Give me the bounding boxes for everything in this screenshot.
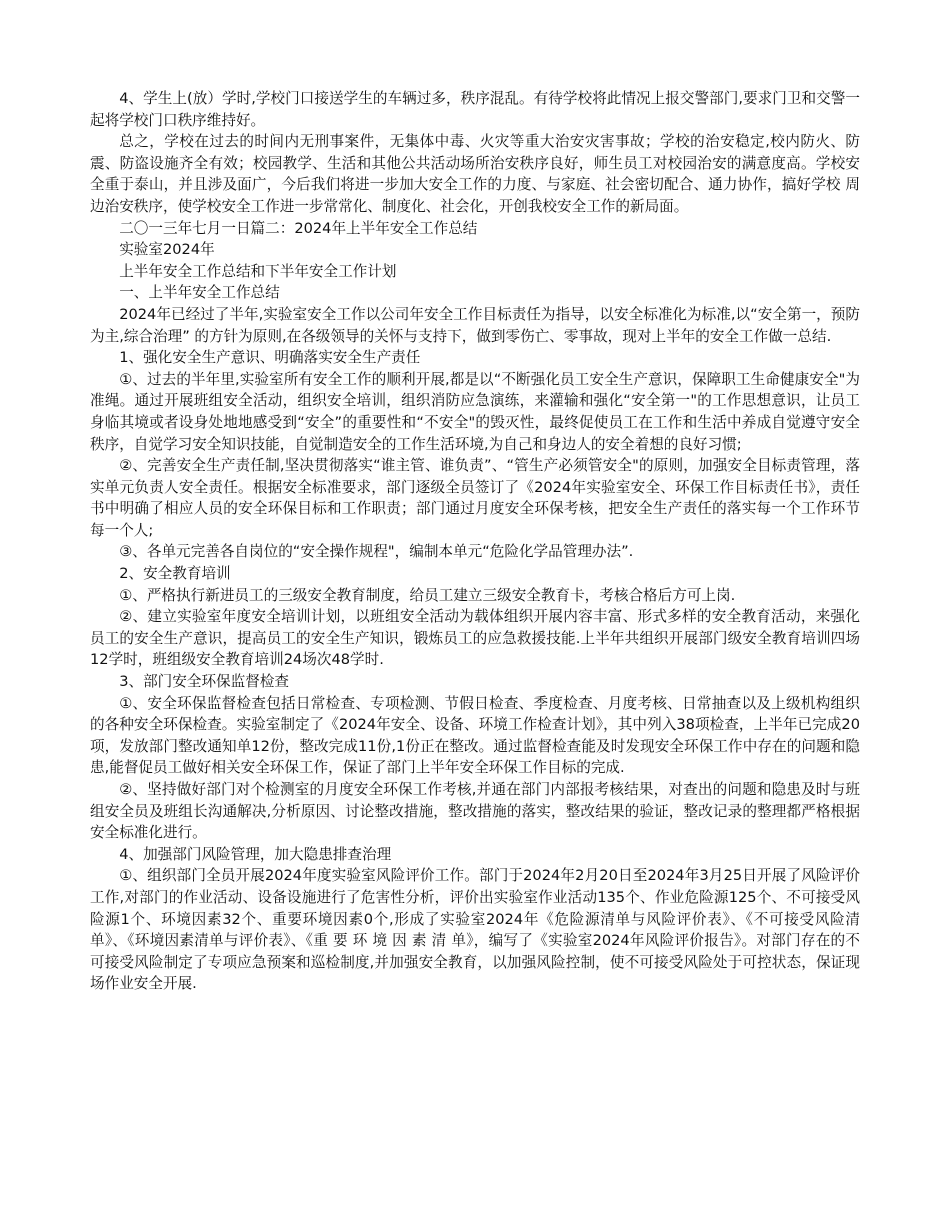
section-heading-1: 一、上半年安全工作总结 xyxy=(119,284,280,302)
paragraph-1-1: ①、过去的半年里,实验室所有安全工作的顺利开展,都是以“不断强化员工安全生产意识，保障职工生命健康安全"为准绳。通过开展班组安全活动，组织安全培训，组织消防应急演练，来灌输和强化“安全第一"的工作思想意识，让员工身临其境或者设身处地地感受到“安全”的重要性和“不安全"的毁灭性，最终促使员工在工作和生活中养成自觉遵守安全秩序，自觉学习安全知识技能，自觉制造安全的工作生活环境,为自己和身边人的安全着想的良好习惯; xyxy=(90,370,860,453)
paragraph-school-traffic: 4、学生上(放）学时,学校门口接送学生的车辆过多，秩序混乱。有待学校将此情况上报交警部门,要求门卫和交警一起将学校门口秩序维持好。 xyxy=(90,90,860,129)
paragraph-summary: 总之，学校在过去的时间内无刑事案件，无集体中毒、火灾等重大治安灾害事故；学校的治安稳定,校内防火、防震、防盗设施齐全有效；校园教学、生活和其他公共活动场所治安秩序良好，师生员工对校园治安的满意度高。学校安全重于泰山，并且涉及面广，今后我们将进一步加大安全工作的力度、与家庭、社会密切配合、通力协作，搞好学校 周边治安秩序，使学校安全工作进一步常常化、制度化、社会化，开创我校安全工作的新局面。 xyxy=(90,133,860,215)
subheading-1: 1、强化安全生产意识、明确落实安全生产责任 xyxy=(119,349,421,367)
report-title-line-1: 实验室2024年 xyxy=(119,241,215,259)
report-title-line-2: 上半年安全工作总结和下半年安全工作计划 xyxy=(119,262,397,280)
document-page xyxy=(90,88,860,995)
subheading-2: 2、安全教育培训 xyxy=(119,565,231,583)
paragraph-4-1: ①、组织部门全员开展2024年度实验室风险评价工作。部门于2024年2月20日至2024年3月25日开展了风险评价工作,对部门的作业活动、设备设施进行了危害性分析，评价出实验室作业活动135个、作业危险源125个、不可接受风险源1个、环境因素32个、重要环境因素0个,形成了实验室2024年《危险源清单与风险评价表》、《不可接受风险清单》、《环境因素清单与评价表》、《重 要 环 境 因 素 清 单》，编写了《实验室2024年风险评价报告》。对部门存在的不可接受风险制定了专项应急预案和巡检制度,并加强安全教育，以加强风险控制，使不可接受风险处于可控状态，保证现场作业安全开展. xyxy=(90,867,860,993)
subheading-4: 4、加强部门风险管理，加大隐患排查治理 xyxy=(119,845,392,863)
paragraph-intro: 2024年已经过了半年,实验室安全工作以公司年安全工作目标责任为指导，以安全标准化为标准,以“安全第一，预防为主,综合治理” 的方针为原则,在各级领导的关怀与支持下，做到零伤亡、零事故，现对上半年的安全工作做一总结. xyxy=(90,305,860,345)
paragraph-2-2: ②、建立实验室年度安全培训计划，以班组安全活动为载体组织开展内容丰富、形式多样的安全教育活动，来强化员工的安全生产意识，提高员工的安全生产知识，锻炼员工的应急救援技能.上半年共组织开展部门级安全教育培训四场12学时，班组级安全教育培训24场次48学时. xyxy=(90,608,860,669)
paragraph-1-2: ②、完善安全生产责任制,坚决贯彻落实“谁主管、谁负责”、“管生产必须管安全"的原则，加强安全目标责管理，落实单元负责人安全责任。根据安全标准要求，部门逐级全员签订了《2024年实验室安全、环保工作目标责任书》，责任书中明确了相应人员的安全环保目标和工作职责；部门通过月度安全环保考核，把安全生产责任的落实每一个工作环节每一个人; xyxy=(90,457,860,539)
paragraph-3-2: ②、坚持做好部门对个检测室的月度安全环保工作考核,并通在部门内部报考核结果，对查出的问题和隐患及时与班组安全员及班组长沟通解决,分析原因、讨论整改措施，整改措施的落实，整改结果的验证，整改记录的整理都严格根据安全标准化进行。 xyxy=(90,781,860,842)
paragraph-3-1: ①、安全环保监督检查包括日常检查、专项检测、节假日检查、季度检查、月度考核、日常抽查以及上级机构组织的各种安全环保检查。实验室制定了《2024年安全、设备、环境工作检查计划》，其中列入38项检查，上半年已完成20项，发放部门整改通知单12份，整改完成11份,1份正在整改。通过监督检查能及时发现安全环保工作中存在的问题和隐患,能督促员工做好相关安全环保工作，保证了部门上半年安全环保工作目标的完成. xyxy=(90,694,860,777)
paragraph-1-3: ③、各单元完善各自岗位的“安全操作规程"，编制本单元“危险化学品管理办法”. xyxy=(119,543,634,561)
paragraph-2-1: ①、严格执行新进员工的三级安全教育制度，给员工建立三级安全教育卡，考核合格后方可上岗. xyxy=(119,586,736,604)
subheading-3: 3、部门安全环保监督检查 xyxy=(119,673,290,691)
paragraph-date-section-title: 二〇一三年七月一日篇二：2024年上半年安全工作总结 xyxy=(119,219,478,237)
